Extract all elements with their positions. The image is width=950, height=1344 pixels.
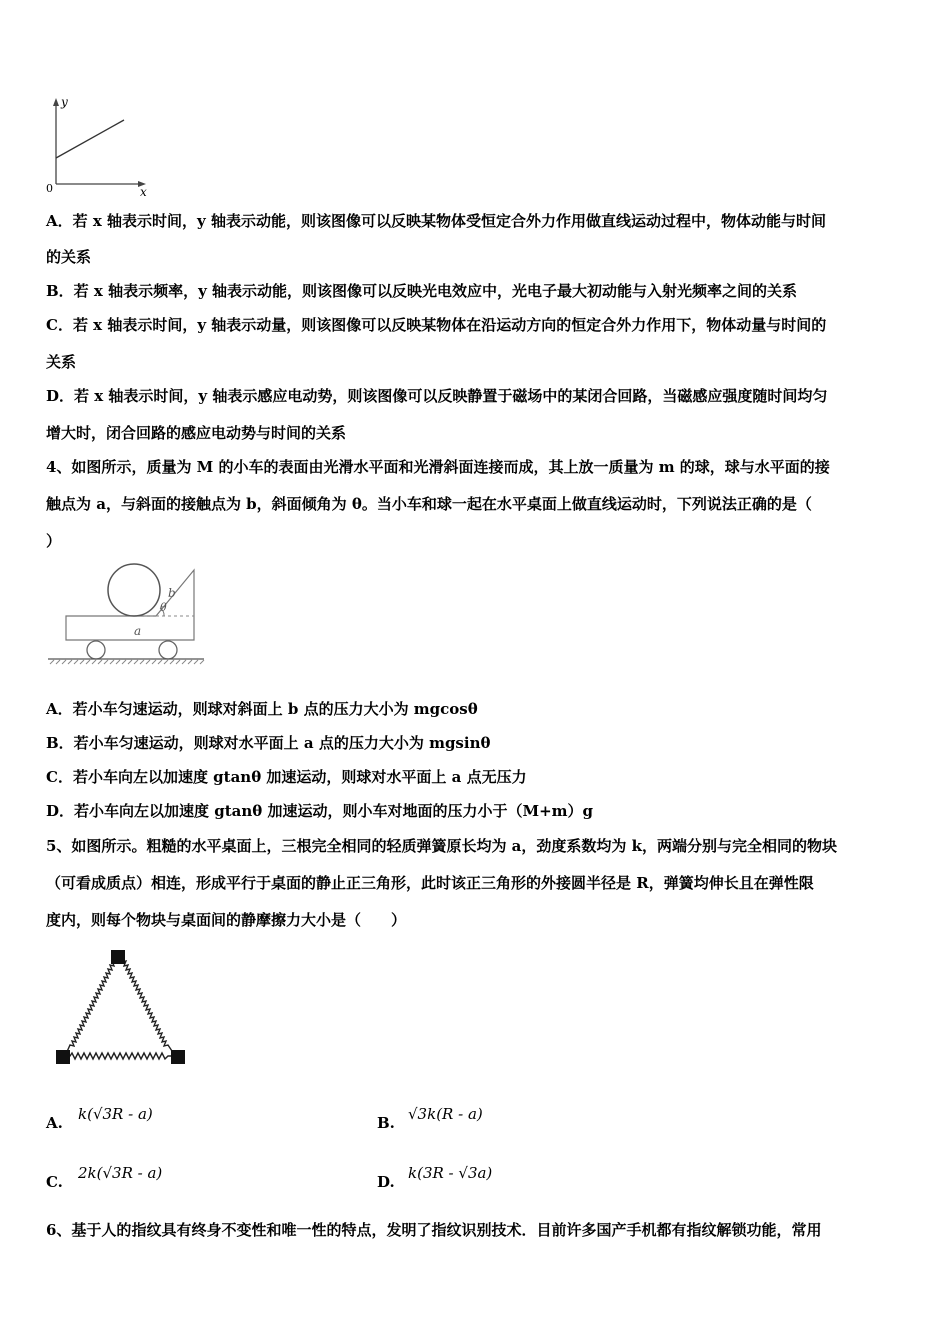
spring-right [120,958,174,1054]
spring-triangle-figure [50,944,192,1072]
label-theta: θ [160,601,167,614]
block-top [111,950,125,964]
q4-stem-line2: 触点为 a，与斜面的接触点为 b，斜面倾角为 θ。当小车和球一起在水平桌面上做直线运动时，下列说法正确的是（ [46,495,812,513]
label-b: b [168,586,176,600]
block-left [56,1050,70,1064]
q6-stem-line1: 6、基于人的指纹具有终身不变性和唯一性的特点，发明了指纹识别技术．目前许多国产手机都有指纹解锁功能，常用 [46,1221,822,1239]
q4-stem-line3: ） [46,532,62,550]
q3-option-a-line2: 的关系 [46,248,92,266]
q4-option-c: C．若小车向左以加速度 gtanθ 加速运动，则球对水平面上 a 点无压力 [46,768,527,786]
q5-stem-line2: （可看成质点）相连，形成平行于桌面的静止正三角形，此时该正三角形的外接圆半径是 R，弹簧均伸长且在弹性限 [46,874,814,892]
q3-option-a-line1: A．若 x 轴表示时间，y 轴表示动能，则该图像可以反映某物体受恒定合外力作用做直线运动过程中，物体动能与时间 [46,212,826,230]
graph-line [56,120,124,158]
wheel-left [87,641,105,659]
spring-bottom [66,1053,174,1059]
q5-option-d-label: D. [377,1173,395,1191]
q4-option-a: A．若小车匀速运动，则球对斜面上 b 点的压力大小为 mgcosθ [46,700,478,718]
q5-option-c-formula: 2k(√3R - a) [78,1164,163,1182]
y-axis-arrow [53,98,59,106]
q3-option-d-line1: D．若 x 轴表示时间，y 轴表示感应电动势，则该图像可以反映静置于磁场中的某闭合回路，当磁感应强度随时间均匀 [46,387,828,405]
cart-ball-figure [44,560,210,672]
block-right [171,1050,185,1064]
x-axis-label: x [140,185,147,199]
origin-label: 0 [46,182,53,195]
q5-option-a-formula: k(√3R - a) [78,1105,153,1123]
label-a: a [134,624,142,638]
q4-option-b: B．若小车匀速运动，则球对水平面上 a 点的压力大小为 mgsinθ [46,734,491,752]
y-axis-label: y [61,95,68,109]
spring-left [66,958,118,1054]
q5-option-b-label: B. [377,1114,395,1132]
q4-stem-line1: 4、如图所示，质量为 M 的小车的表面由光滑水平面和光滑斜面连接而成，其上放一质量为 m 的球，球与水平面的接 [46,458,830,476]
q5-option-b-formula: √3k(R - a) [408,1105,483,1123]
q3-option-d-line2: 增大时，闭合回路的感应电动势与时间的关系 [46,424,347,442]
ground-hatch [50,660,204,664]
cart-body [66,570,194,640]
ball [108,564,160,616]
q5-option-a-label: A. [46,1114,63,1132]
wheel-right [159,641,177,659]
q5-option-d-formula: k(3R - √3a) [408,1164,493,1182]
q5-stem-line1: 5、如图所示。粗糙的水平桌面上，三根完全相同的轻质弹簧原长均为 a，劲度系数均为 k，两端分别与完全相同的物块 [46,837,837,855]
q3-option-c-line2: 关系 [46,353,77,371]
q5-option-c-label: C. [46,1173,63,1191]
q3-option-c-line1: C．若 x 轴表示时间，y 轴表示动量，则该图像可以反映某物体在沿运动方向的恒定合外力作用下，物体动量与时间的 [46,316,827,334]
q5-stem-line3: 度内，则每个物块与桌面间的静摩擦力大小是（ ） [46,911,407,929]
linear-graph-figure [40,92,160,200]
q4-option-d: D．若小车向左以加速度 gtanθ 加速运动，则小车对地面的压力小于（M+m）g [46,802,594,820]
q3-option-b: B．若 x 轴表示频率，y 轴表示动能，则该图像可以反映光电效应中，光电子最大初动能与入射光频率之间的关系 [46,282,798,300]
